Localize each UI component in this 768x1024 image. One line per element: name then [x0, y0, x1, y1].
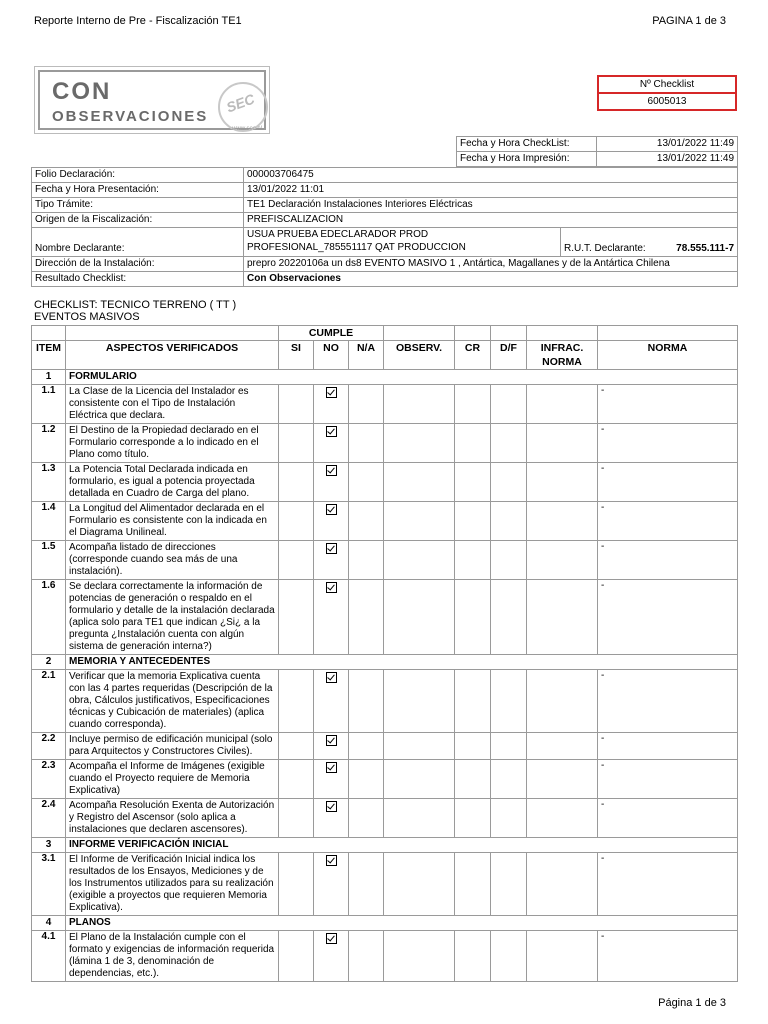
checklist-row: [32, 733, 738, 760]
checklist-number-box: [597, 75, 737, 111]
observ-cell: [384, 760, 455, 799]
na-cell: [349, 463, 384, 502]
checked-box-icon: [326, 855, 337, 866]
item-description: Acompaña Resolución Exenta de Autorización y Registro del Ascensor (solo aplica a instalaciones que declaren ascensores).: [66, 799, 279, 838]
info-label: Dirección de la Instalación:: [32, 257, 244, 272]
no-cell: [314, 799, 349, 838]
item-number: 1.1: [32, 385, 66, 424]
checklist-row: [32, 799, 738, 838]
origen-value: PREFISCALIZACION: [244, 213, 738, 228]
no-cell: [314, 385, 349, 424]
observ-cell: [384, 853, 455, 916]
item-description: Acompaña listado de direcciones (corresponde cuando sea más de una instalación).: [66, 541, 279, 580]
col-norma: NORMA: [598, 341, 738, 370]
si-cell: [279, 541, 314, 580]
item-number: 1.6: [32, 580, 66, 655]
si-cell: [279, 760, 314, 799]
infrac-cell: [527, 580, 598, 655]
date-row: [457, 137, 738, 152]
norma-cell: -: [598, 853, 738, 916]
dates-table: [456, 136, 738, 167]
declarante-value: USUA PRUEBA EDECLARADOR PROD PROFESIONAL_785551117 QAT PRODUCCION: [244, 228, 561, 257]
norma-cell: -: [598, 541, 738, 580]
stamp-line-1: CON: [52, 78, 112, 105]
si-cell: [279, 424, 314, 463]
section-number: 1: [32, 370, 66, 385]
date-value: 13/01/2022 11:49: [597, 152, 738, 167]
na-cell: [349, 502, 384, 541]
df-cell: [491, 502, 527, 541]
cr-cell: [455, 931, 491, 982]
col-no: NO: [314, 341, 349, 370]
cr-cell: [455, 853, 491, 916]
observ-cell: [384, 541, 455, 580]
si-cell: [279, 385, 314, 424]
checklist-title: CHECKLIST: TECNICO TERRENO ( TT ): [34, 299, 237, 311]
checklist-row: [32, 424, 738, 463]
sec-seal-icon: SEC: [218, 82, 268, 132]
checklist-row: [32, 931, 738, 982]
no-cell: [314, 733, 349, 760]
df-cell: [491, 580, 527, 655]
si-cell: [279, 463, 314, 502]
observ-cell: [384, 670, 455, 733]
item-number: 2.3: [32, 760, 66, 799]
checked-box-icon: [326, 465, 337, 476]
checked-box-icon: [326, 582, 337, 593]
section-row: [32, 838, 738, 853]
si-cell: [279, 733, 314, 760]
df-cell: [491, 733, 527, 760]
checked-box-icon: [326, 933, 337, 944]
date-row: [457, 152, 738, 167]
item-description: La Longitud del Alimentador declarada en el Formulario es consistente con la indicada en el Diagrama Unilineal.: [66, 502, 279, 541]
section-title: PLANOS: [66, 916, 738, 931]
no-cell: [314, 931, 349, 982]
rut-value: 78.555.111-7: [667, 228, 738, 257]
section-number: 2: [32, 655, 66, 670]
col-item: ITEM: [32, 341, 66, 370]
item-number: 2.1: [32, 670, 66, 733]
section-row: [32, 655, 738, 670]
df-cell: [491, 424, 527, 463]
checked-box-icon: [326, 543, 337, 554]
na-cell: [349, 424, 384, 463]
no-cell: [314, 670, 349, 733]
checklist-row: [32, 670, 738, 733]
checklist-number-label: Nº Checklist: [599, 77, 735, 94]
col-observ: OBSERV.: [384, 341, 455, 370]
df-cell: [491, 463, 527, 502]
infrac-cell: [527, 733, 598, 760]
checked-box-icon: [326, 672, 337, 683]
observ-cell: [384, 799, 455, 838]
observ-cell: [384, 502, 455, 541]
col-cr: CR: [455, 341, 491, 370]
section-number: 3: [32, 838, 66, 853]
no-cell: [314, 424, 349, 463]
checklist-table: [31, 325, 738, 982]
no-cell: [314, 853, 349, 916]
checked-box-icon: [326, 801, 337, 812]
checked-box-icon: [326, 426, 337, 437]
tramite-value: TE1 Declaración Instalaciones Interiores Eléctricas: [244, 198, 738, 213]
norma-cell: -: [598, 385, 738, 424]
section-title: FORMULARIO: [66, 370, 738, 385]
checklist-row: [32, 853, 738, 916]
infrac-cell: [527, 931, 598, 982]
cr-cell: [455, 502, 491, 541]
si-cell: [279, 799, 314, 838]
item-number: 1.3: [32, 463, 66, 502]
infrac-cell: [527, 424, 598, 463]
infrac-cell: [527, 463, 598, 502]
col-aspectos: ASPECTOS VERIFICADOS: [66, 341, 279, 370]
checklist-subtitle: EVENTOS MASIVOS: [34, 311, 140, 323]
section-row: [32, 370, 738, 385]
stamp-line-2: OBSERVACIONES: [52, 108, 209, 125]
stamp-web: www.sec.cl: [232, 126, 262, 132]
item-number: 3.1: [32, 853, 66, 916]
item-number: 2.2: [32, 733, 66, 760]
norma-cell: -: [598, 931, 738, 982]
item-description: El Plano de la Instalación cumple con el formato y exigencias de información requerida (lámina 1 de 3, denominación de dependencias, etc.).: [66, 931, 279, 982]
df-cell: [491, 385, 527, 424]
col-df: D/F: [491, 341, 527, 370]
item-description: Incluye permiso de edificación municipal (solo para Arquitectos y Constructores Civiles).: [66, 733, 279, 760]
section-number: 4: [32, 916, 66, 931]
page-indicator: PAGINA 1 de 3: [652, 15, 726, 27]
col-na: N/A: [349, 341, 384, 370]
info-label: Resultado Checklist:: [32, 272, 244, 287]
info-label: Fecha y Hora Presentación:: [32, 183, 244, 198]
cr-cell: [455, 580, 491, 655]
cr-cell: [455, 541, 491, 580]
df-cell: [491, 853, 527, 916]
checklist-heading: [34, 299, 236, 323]
infrac-cell: [527, 760, 598, 799]
observ-cell: [384, 733, 455, 760]
norma-cell: -: [598, 670, 738, 733]
cr-cell: [455, 670, 491, 733]
df-cell: [491, 760, 527, 799]
na-cell: [349, 541, 384, 580]
norma-cell: -: [598, 760, 738, 799]
df-cell: [491, 799, 527, 838]
item-description: El Informe de Verificación Inicial indica los resultados de los Ensayos, Mediciones y de los Instrumentos utilizados para su realización (exigible a proyectos que requieren Memoria Explicativa).: [66, 853, 279, 916]
info-label: Folio Declaración:: [32, 168, 244, 183]
checked-box-icon: [326, 387, 337, 398]
observ-cell: [384, 385, 455, 424]
checked-box-icon: [326, 504, 337, 515]
info-label: Tipo Trámite:: [32, 198, 244, 213]
cr-cell: [455, 463, 491, 502]
na-cell: [349, 931, 384, 982]
checked-box-icon: [326, 762, 337, 773]
na-cell: [349, 853, 384, 916]
checked-box-icon: [326, 735, 337, 746]
df-cell: [491, 541, 527, 580]
no-cell: [314, 463, 349, 502]
observ-cell: [384, 580, 455, 655]
infrac-cell: [527, 502, 598, 541]
observ-cell: [384, 424, 455, 463]
page-footer: Página 1 de 3: [658, 997, 726, 1009]
direccion-value: prepro 20220106a un ds8 EVENTO MASIVO 1 , Antártica, Magallanes y de la Antártica Chilena: [244, 257, 738, 272]
norma-cell: -: [598, 799, 738, 838]
norma-cell: -: [598, 733, 738, 760]
declaration-info-table: [31, 167, 738, 287]
na-cell: [349, 760, 384, 799]
section-title: MEMORIA Y ANTECEDENTES: [66, 655, 738, 670]
checklist-row: [32, 385, 738, 424]
info-label: Nombre Declarante:: [32, 228, 244, 257]
cr-cell: [455, 799, 491, 838]
item-number: 2.4: [32, 799, 66, 838]
si-cell: [279, 670, 314, 733]
col-si: SI: [279, 341, 314, 370]
infrac-cell: [527, 853, 598, 916]
checklist-row: [32, 580, 738, 655]
checklist-row: [32, 541, 738, 580]
cumple-header: CUMPLE: [279, 326, 384, 341]
na-cell: [349, 385, 384, 424]
si-cell: [279, 502, 314, 541]
resultado-value: Con Observaciones: [244, 272, 738, 287]
cr-cell: [455, 385, 491, 424]
date-label: Fecha y Hora Impresión:: [457, 152, 597, 167]
na-cell: [349, 670, 384, 733]
norma-cell: -: [598, 424, 738, 463]
norma-cell: -: [598, 463, 738, 502]
si-cell: [279, 931, 314, 982]
item-number: 1.2: [32, 424, 66, 463]
item-description: El Destino de la Propiedad declarado en el Formulario corresponde a lo indicado en el Plano como título.: [66, 424, 279, 463]
checklist-row: [32, 760, 738, 799]
folio-value: 000003706475: [244, 168, 738, 183]
infrac-cell: [527, 385, 598, 424]
no-cell: [314, 580, 349, 655]
checklist-row: [32, 463, 738, 502]
checklist-number: 6005013: [647, 96, 687, 107]
no-cell: [314, 760, 349, 799]
cr-cell: [455, 424, 491, 463]
checklist-row: [32, 502, 738, 541]
col-infrac: INFRAC. NORMA: [527, 341, 598, 370]
na-cell: [349, 799, 384, 838]
observ-cell: [384, 463, 455, 502]
observ-cell: [384, 931, 455, 982]
infrac-cell: [527, 670, 598, 733]
si-cell: [279, 853, 314, 916]
item-description: Acompaña el Informe de Imágenes (exigible cuando el Proyecto requiere de Memoria Explicativa): [66, 760, 279, 799]
status-stamp: [34, 66, 270, 134]
item-description: Se declara correctamente la información de potencias de generación o respaldo en el formulario y detalle de la instalación declarada (aplica solo para TE1 que indican ¿Si¿ a la pregunta ¿Instalación cuenta con algún sistema de generación interna?): [66, 580, 279, 655]
item-number: 1.5: [32, 541, 66, 580]
item-description: La Clase de la Licencia del Instalador es consistente con el Tipo de Instalación Eléctrica que declara.: [66, 385, 279, 424]
infrac-cell: [527, 541, 598, 580]
cr-cell: [455, 733, 491, 760]
df-cell: [491, 931, 527, 982]
item-description: La Potencia Total Declarada indicada en formulario, es igual a potencia proyectada detallada en Cuadro de Carga del plano.: [66, 463, 279, 502]
no-cell: [314, 502, 349, 541]
na-cell: [349, 580, 384, 655]
report-title: Reporte Interno de Pre - Fiscalización TE1: [34, 15, 242, 27]
section-row: [32, 916, 738, 931]
item-description: Verificar que la memoria Explicativa cuenta con las 4 partes requeridas (Descripción de la obra, Cálculos justificativos, Especificaciones técnicas y Cubicación de materiales) (aplica cuando corresponda).: [66, 670, 279, 733]
presentacion-value: 13/01/2022 11:01: [244, 183, 738, 198]
date-label: Fecha y Hora CheckList:: [457, 137, 597, 152]
item-number: 4.1: [32, 931, 66, 982]
df-cell: [491, 670, 527, 733]
norma-cell: -: [598, 502, 738, 541]
date-value: 13/01/2022 11:49: [597, 137, 738, 152]
info-label: Origen de la Fiscalización:: [32, 213, 244, 228]
item-number: 1.4: [32, 502, 66, 541]
infrac-cell: [527, 799, 598, 838]
section-title: INFORME VERIFICACIÓN INICIAL: [66, 838, 738, 853]
cr-cell: [455, 760, 491, 799]
no-cell: [314, 541, 349, 580]
rut-label: R.U.T. Declarante:: [561, 228, 667, 257]
si-cell: [279, 580, 314, 655]
norma-cell: -: [598, 580, 738, 655]
na-cell: [349, 733, 384, 760]
